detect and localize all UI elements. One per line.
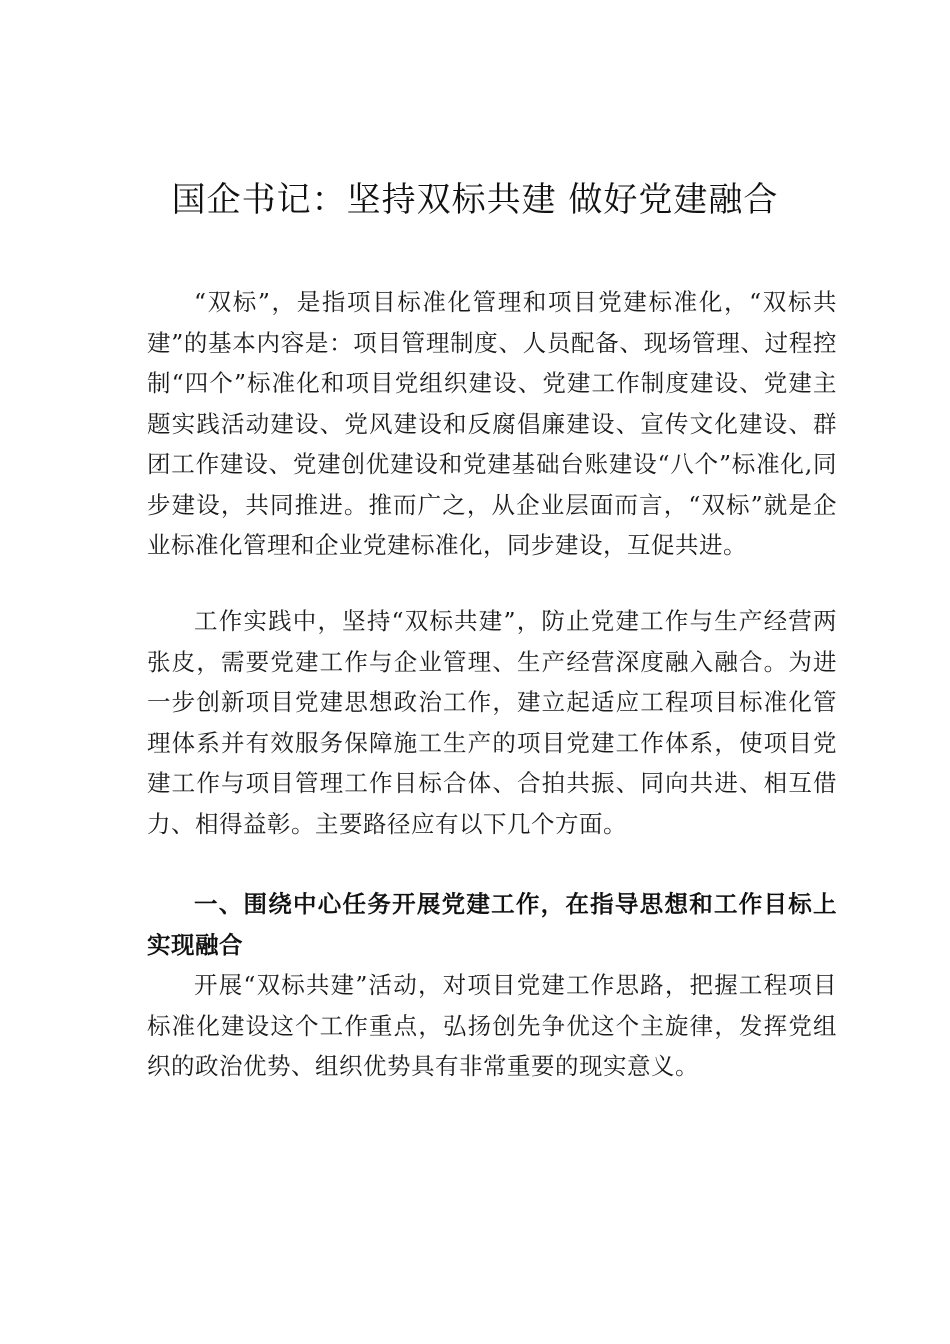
document-title: 国企书记：坚持双标共建 做好党建融合	[171, 180, 779, 220]
paragraph-1-text: “双标”，是指项目标准化管理和项目党建标准化，“双标共建”的基本内容是：项目管理制度、人员配备、现场管理、过程控制“四个”标准化和项目党组织建设、党建工作制度建设、党建主题实践活动建设、党风建设和反腐倡廉建设、宣传文化建设、群团工作建设、党建创优建设和党建基础台账建设“八个”标准化,同步建设，共同推进。推而广之，从企业层面而言，“双标”就是企业标准化管理和企业党建标准化，同步建设，互促共进。	[147, 288, 837, 559]
paragraph-3	[147, 965, 837, 1087]
section-heading-1-text: 一、围绕中心任务开展党建工作，在指导思想和工作目标上实现融合	[147, 890, 837, 959]
paragraph-3-text: 开展“双标共建”活动，对项目党建工作思路，把握工程项目标准化建设这个工作重点，弘扬创先争优这个主旋律，发挥党组织的政治优势、组织优势具有非常重要的现实意义。	[147, 971, 837, 1080]
section-heading-1	[147, 884, 837, 965]
paragraph-1	[147, 282, 837, 566]
paragraph-2	[147, 601, 837, 844]
paragraph-2-text: 工作实践中，坚持“双标共建”，防止党建工作与生产经营两张皮，需要党建工作与企业管理、生产经营深度融入融合。为进一步创新项目党建思想政治工作，建立起适应工程项目标准化管理体系并有效服务保障施工生产的项目党建工作体系，使项目党建工作与项目管理工作目标合体、合拍共振、同向共进、相互借力、相得益彰。主要路径应有以下几个方面。	[147, 607, 837, 838]
